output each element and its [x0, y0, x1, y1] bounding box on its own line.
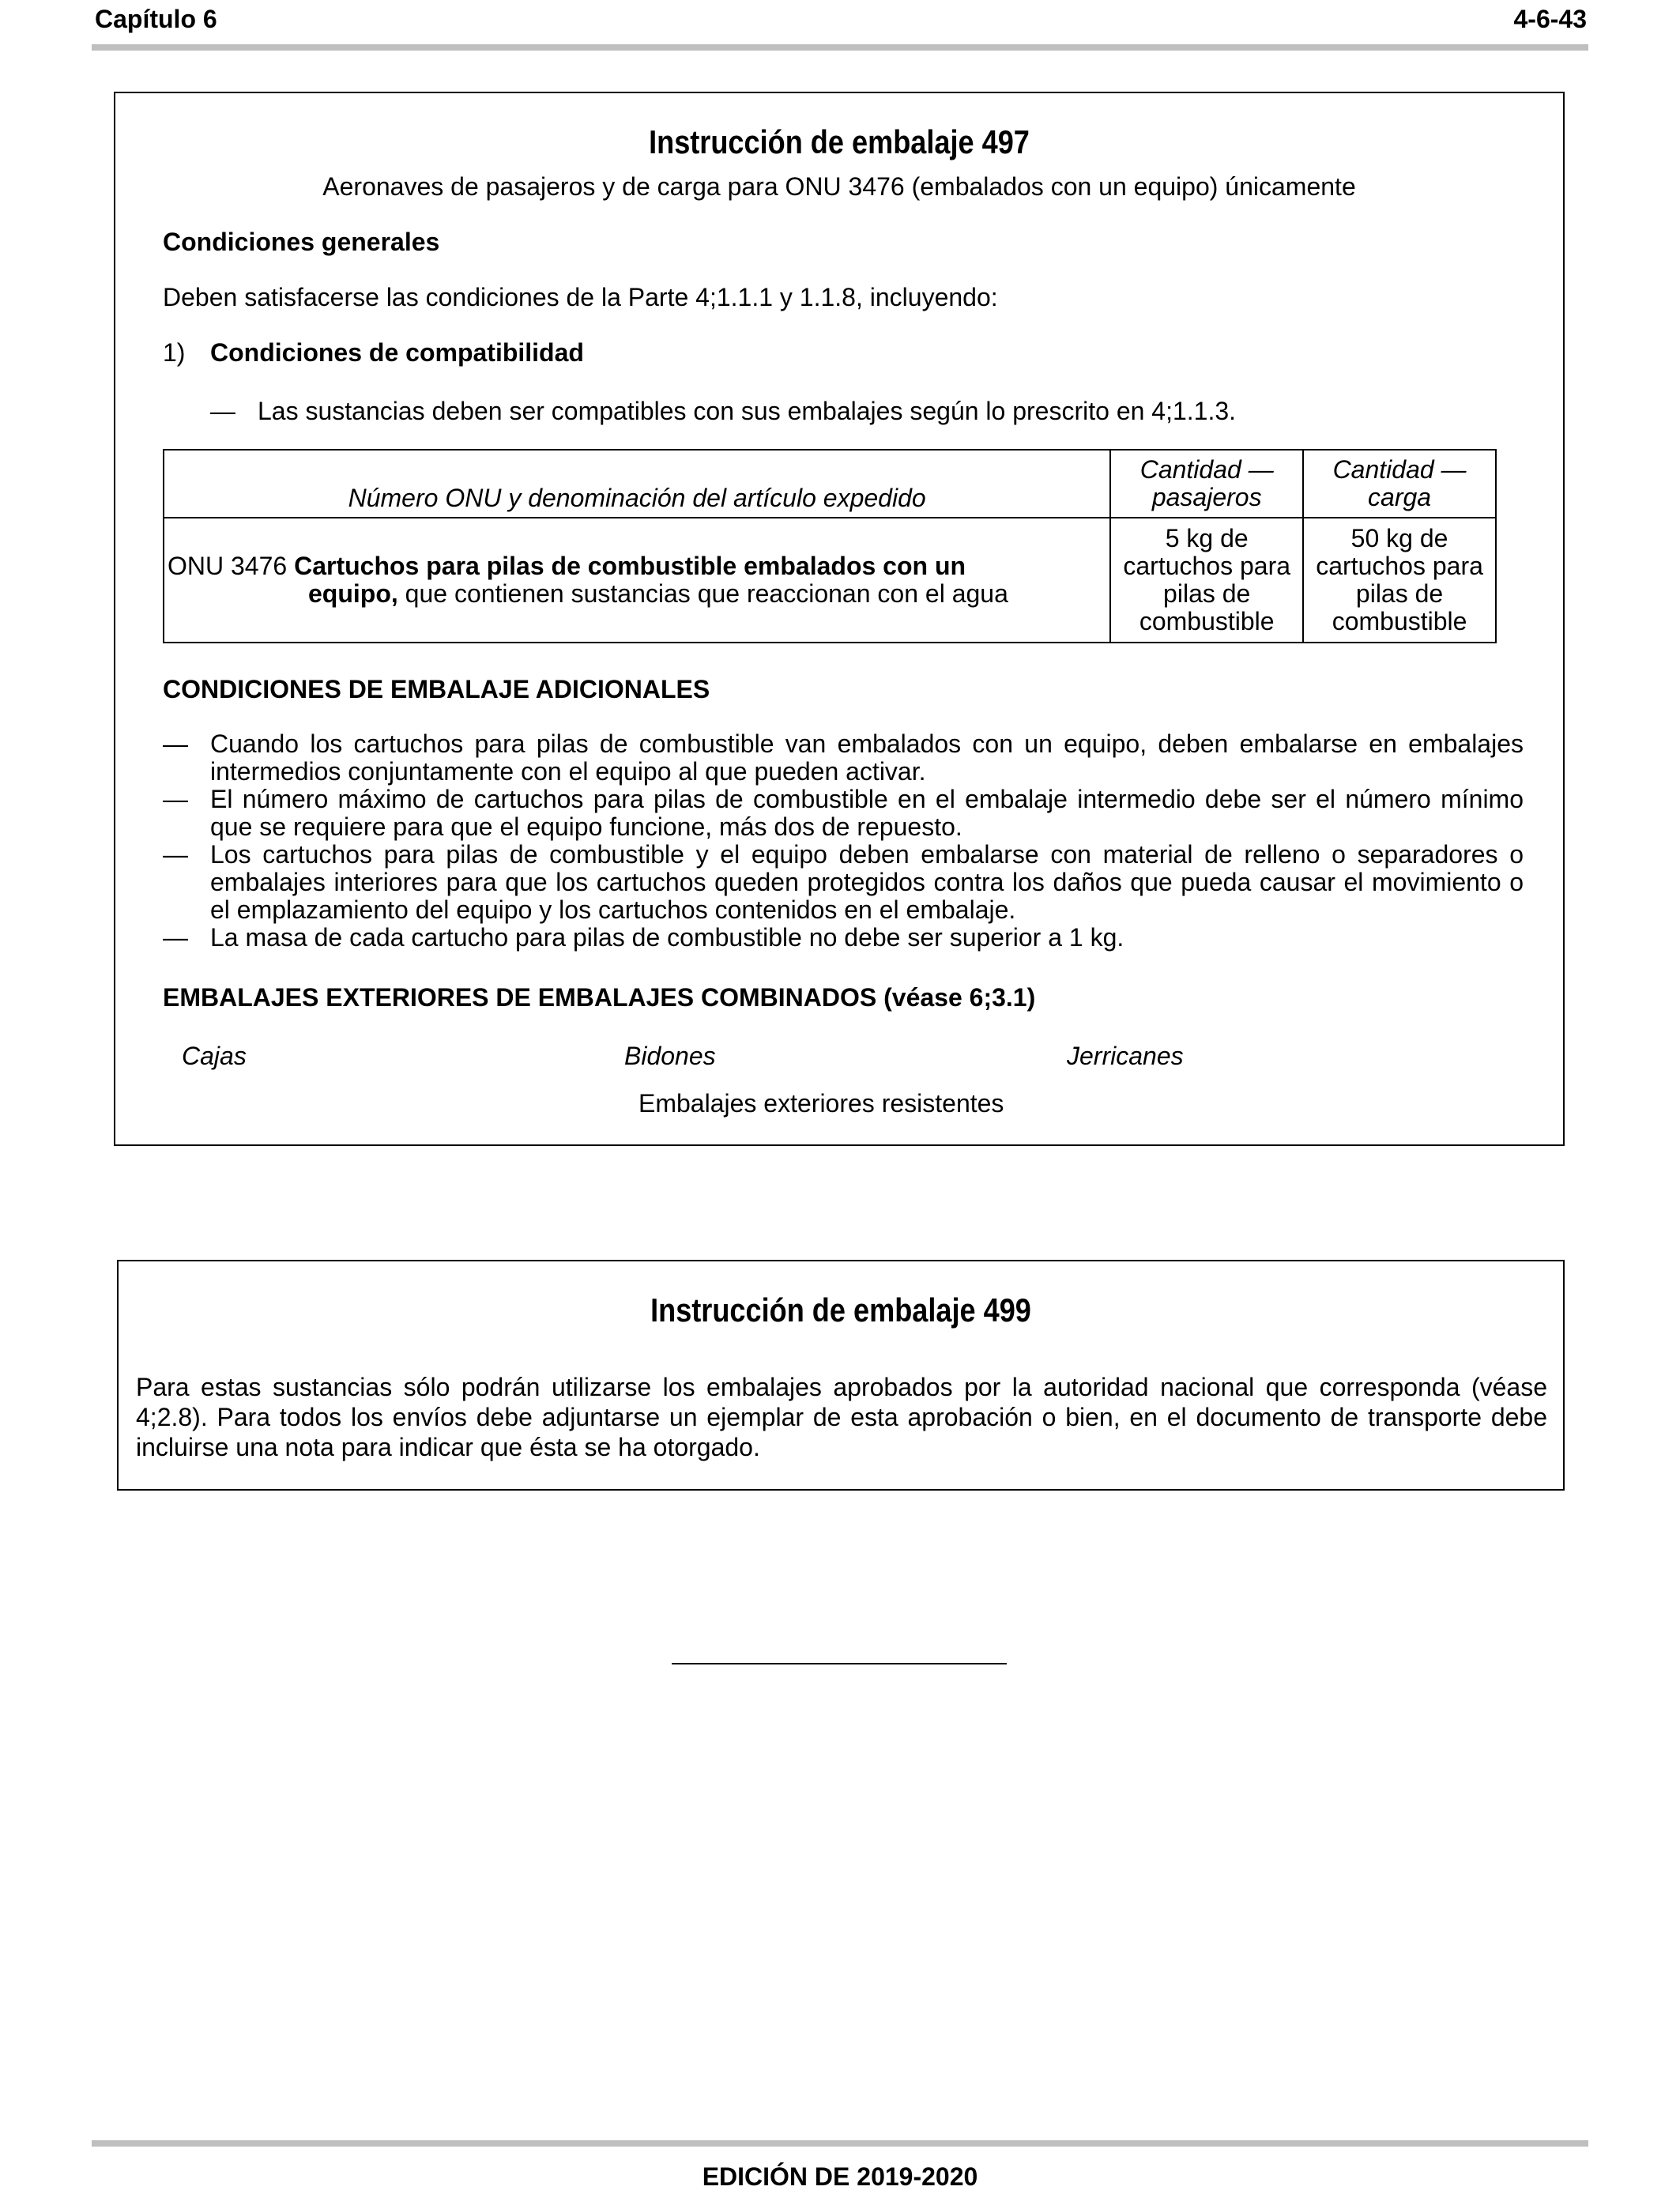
compatibility-heading: Condiciones de compatibilidad — [210, 338, 584, 367]
passenger-quantity-cell — [1110, 518, 1303, 643]
header-rule — [92, 44, 1588, 51]
outer-type-drums: Bidones — [624, 1042, 716, 1070]
additional-conditions-list — [163, 730, 1524, 952]
un-quantity-table — [163, 449, 1497, 643]
list-item — [163, 730, 1524, 786]
packing-instruction-499-box — [117, 1260, 1565, 1491]
dash-bullet: — — [163, 923, 188, 952]
outer-packagings-heading: EMBALAJES EXTERIORES DE EMBALAJES COMBINADOS (véase 6;3.1) — [163, 983, 1036, 1012]
un-proper-name-part1: Cartuchos para pilas de combustible embalados con un — [294, 552, 966, 580]
end-rule — [672, 1663, 1007, 1664]
dash-bullet: — — [163, 840, 188, 869]
list-item-text: El número máximo de cartuchos para pilas de combustible en el embalaje intermedio debe ser el número mínimo que se requiere para que el equipo funcione, más dos de repuesto. — [210, 785, 1524, 841]
col-cargo-header — [1303, 450, 1496, 518]
dash-bullet: — — [163, 785, 188, 813]
col-passenger-header-line2: pasajeros — [1151, 483, 1262, 511]
dash-bullet: — — [163, 729, 188, 758]
list-item-text: Cuando los cartuchos para pilas de combustible van embalados con un equipo, deben embalarse en embalajes intermedios conjuntamente con el equipo al que pueden activar. — [210, 729, 1524, 786]
un-number: ONU 3476 — [168, 552, 288, 580]
pi499-text: Para estas sustancias sólo podrán utilizarse los embalajes aprobados por la autoridad nacional que corresponda (véase 4;2.8). Para todos los envíos debe adjuntarse un ejemplar de esta aprobación o bien, en el documento de transporte debe incluirse una nota para indicar que ésta se ha otorgado. — [136, 1373, 1547, 1461]
page-number: 4-6-43 — [1513, 5, 1587, 33]
un-proper-name-part2: equipo, — [308, 579, 398, 608]
general-conditions-heading: Condiciones generales — [163, 228, 440, 256]
list-item-text: Los cartuchos para pilas de combustible y el equipo deben embalarse con material de relleno o separadores o embalajes interiores para que los cartuchos queden protegidos contra los daños que pueda causar el movimiento o el emplazamiento del equipo y los cartuchos contenidos en el embalaje. — [210, 840, 1524, 924]
additional-conditions-heading: CONDICIONES DE EMBALAJE ADICIONALES — [163, 675, 710, 703]
un-entry-cell — [164, 518, 1110, 643]
outer-packagings-note: Embalajes exteriores resistentes — [638, 1089, 1004, 1118]
cargo-quantity-cell — [1303, 518, 1496, 643]
passenger-quantity-line: cartuchos para — [1123, 552, 1291, 580]
outer-type-jerricans: Jerricanes — [1067, 1042, 1184, 1070]
pi497-subtitle: Aeronaves de pasajeros y de carga para ONU 3476 (embalados con un equipo) únicamente — [322, 172, 1356, 201]
cargo-quantity-line: pilas de — [1355, 579, 1444, 608]
list-item — [163, 841, 1524, 924]
col-passenger-header-line1: Cantidad — — [1139, 455, 1274, 484]
cargo-quantity-line: 50 kg de — [1350, 524, 1448, 552]
table-header-row — [164, 450, 1496, 518]
table-row — [164, 518, 1496, 643]
passenger-quantity-line: 5 kg de — [1165, 524, 1249, 552]
col-un-name-header: Número ONU y denominación del artículo expedido — [164, 450, 1110, 518]
general-conditions-text: Deben satisfacerse las condiciones de la Parte 4;1.1.1 y 1.1.8, incluyendo: — [163, 283, 998, 311]
un-entry-text — [168, 552, 1106, 608]
cargo-quantity-line: cartuchos para — [1316, 552, 1483, 580]
list-item — [163, 786, 1524, 841]
footer-rule — [92, 2140, 1588, 2147]
list-item-text: La masa de cada cartucho para pilas de combustible no debe ser superior a 1 kg. — [210, 923, 1124, 952]
col-cargo-header-line2: carga — [1368, 483, 1432, 511]
item-1-number: 1) — [163, 338, 186, 367]
list-item — [163, 924, 1524, 952]
outer-type-boxes: Cajas — [182, 1042, 247, 1070]
cargo-quantity-line: combustible — [1332, 607, 1467, 635]
edition-label: EDICIÓN DE 2019-2020 — [702, 2162, 978, 2191]
chapter-label: Capítulo 6 — [95, 5, 217, 33]
compatibility-dash: — — [210, 397, 235, 425]
passenger-quantity-line: pilas de — [1163, 579, 1251, 608]
un-proper-name-rest: que contienen sustancias que reaccionan con el agua — [405, 579, 1008, 608]
col-passenger-header — [1110, 450, 1303, 518]
pi497-title: Instrucción de embalaje 497 — [649, 123, 1030, 160]
col-cargo-header-line1: Cantidad — — [1332, 455, 1467, 484]
passenger-quantity-line: combustible — [1139, 607, 1275, 635]
compatibility-text: Las sustancias deben ser compatibles con sus embalajes según lo prescrito en 4;1.1.3. — [258, 397, 1237, 425]
pi499-title: Instrucción de embalaje 499 — [650, 1291, 1031, 1329]
packing-instruction-497-box — [114, 92, 1565, 1146]
